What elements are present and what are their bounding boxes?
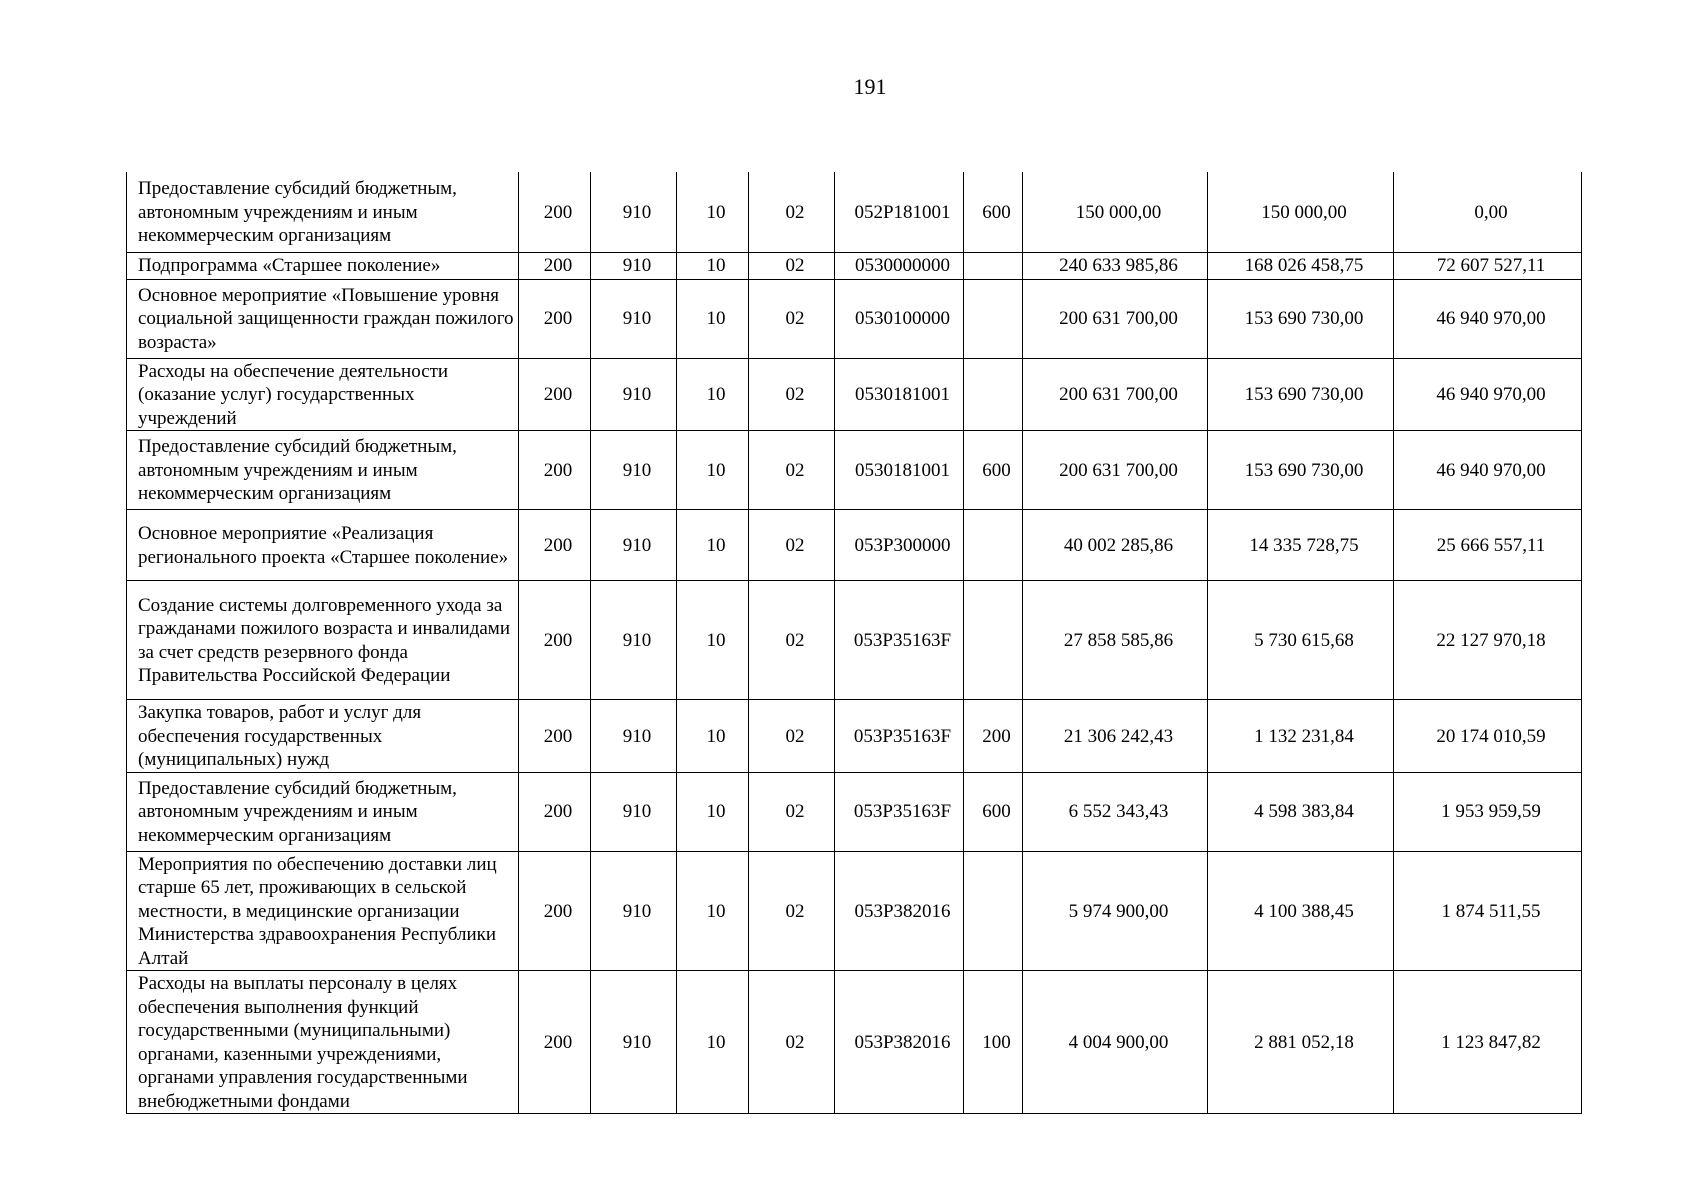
col1-cell: 200: [519, 279, 591, 358]
amount1-cell: 150 000,00: [1023, 172, 1208, 252]
col3-cell: 10: [677, 851, 749, 971]
col2-cell: 910: [591, 279, 677, 358]
amount1-cell: 4 004 900,00: [1023, 971, 1208, 1114]
col2-cell: 910: [591, 700, 677, 773]
col3-cell: 10: [677, 279, 749, 358]
vr-cell: [964, 279, 1023, 358]
table-row: [127, 581, 1582, 700]
col3-cell: 10: [677, 358, 749, 431]
row-name: Расходы на выплаты персоналу в целях обеспечения выполнения функций государственными (муниципальными) органами, казенными учреждениями, органами управления государственными внебюджетными фондами: [127, 971, 519, 1114]
col3-cell: 10: [677, 581, 749, 700]
table-row: [127, 252, 1582, 279]
amount3-cell: 22 127 970,18: [1394, 581, 1582, 700]
amount1-cell: 21 306 242,43: [1023, 700, 1208, 773]
col4-cell: 02: [749, 252, 835, 279]
vr-cell: [964, 851, 1023, 971]
col2-cell: 910: [591, 851, 677, 971]
amount2-cell: 168 026 458,75: [1208, 252, 1394, 279]
row-name: Расходы на обеспечение деятельности (оказание услуг) государственных учреждений: [127, 358, 519, 431]
vr-cell: [964, 358, 1023, 431]
col4-cell: 02: [749, 431, 835, 510]
col4-cell: 02: [749, 772, 835, 851]
col3-cell: 10: [677, 772, 749, 851]
amount3-cell: 72 607 527,11: [1394, 252, 1582, 279]
col4-cell: 02: [749, 700, 835, 773]
csr-cell: 052P181001: [835, 172, 964, 252]
table-row: [127, 971, 1582, 1114]
amount2-cell: 150 000,00: [1208, 172, 1394, 252]
amount2-cell: 153 690 730,00: [1208, 279, 1394, 358]
row-name: Подпрограмма «Старшее поколение»: [127, 252, 519, 279]
amount3-cell: 20 174 010,59: [1394, 700, 1582, 773]
col4-cell: 02: [749, 279, 835, 358]
amount3-cell: 0,00: [1394, 172, 1582, 252]
table-row: [127, 700, 1582, 773]
table-row: [127, 772, 1582, 851]
col3-cell: 10: [677, 700, 749, 773]
amount2-cell: 14 335 728,75: [1208, 510, 1394, 581]
vr-cell: 200: [964, 700, 1023, 773]
amount3-cell: 46 940 970,00: [1394, 279, 1582, 358]
csr-cell: 0530181001: [835, 358, 964, 431]
col3-cell: 10: [677, 172, 749, 252]
row-name: Создание системы долговременного ухода за гражданами пожилого возраста и инвалидами за счет средств резервного фонда Правительства Российской Федерации: [127, 581, 519, 700]
amount3-cell: 46 940 970,00: [1394, 358, 1582, 431]
col2-cell: 910: [591, 172, 677, 252]
csr-cell: 053P382016: [835, 971, 964, 1114]
table-row: [127, 279, 1582, 358]
col1-cell: 200: [519, 700, 591, 773]
col2-cell: 910: [591, 772, 677, 851]
amount1-cell: 5 974 900,00: [1023, 851, 1208, 971]
table-row: [127, 172, 1582, 252]
col1-cell: 200: [519, 772, 591, 851]
amount1-cell: 40 002 285,86: [1023, 510, 1208, 581]
col4-cell: 02: [749, 581, 835, 700]
amount1-cell: 6 552 343,43: [1023, 772, 1208, 851]
col4-cell: 02: [749, 510, 835, 581]
csr-cell: 053P300000: [835, 510, 964, 581]
row-name: Предоставление субсидий бюджетным, автономным учреждениям и иным некоммерческим организациям: [127, 172, 519, 252]
col3-cell: 10: [677, 431, 749, 510]
col4-cell: 02: [749, 358, 835, 431]
amount1-cell: 27 858 585,86: [1023, 581, 1208, 700]
row-name: Основное мероприятие «Повышение уровня социальной защищенности граждан пожилого возраста»: [127, 279, 519, 358]
row-name: Мероприятия по обеспечению доставки лиц старше 65 лет, проживающих в сельской местности, в медицинские организации Министерства здравоохранения Республики Алтай: [127, 851, 519, 971]
csr-cell: 053P382016: [835, 851, 964, 971]
amount2-cell: 153 690 730,00: [1208, 358, 1394, 431]
row-name: Основное мероприятие «Реализация регионального проекта «Старшее поколение»: [127, 510, 519, 581]
col3-cell: 10: [677, 510, 749, 581]
amount2-cell: 4 598 383,84: [1208, 772, 1394, 851]
csr-cell: 053P35163F: [835, 700, 964, 773]
page-number: 191: [853, 74, 887, 99]
col2-cell: 910: [591, 431, 677, 510]
amount1-cell: 200 631 700,00: [1023, 279, 1208, 358]
vr-cell: 600: [964, 431, 1023, 510]
amount3-cell: 1 874 511,55: [1394, 851, 1582, 971]
col3-cell: 10: [677, 252, 749, 279]
table-body: [127, 172, 1582, 1114]
amount2-cell: 153 690 730,00: [1208, 431, 1394, 510]
amount1-cell: 200 631 700,00: [1023, 431, 1208, 510]
table-row: [127, 358, 1582, 431]
vr-cell: 600: [964, 172, 1023, 252]
amount3-cell: 46 940 970,00: [1394, 431, 1582, 510]
amount2-cell: 4 100 388,45: [1208, 851, 1394, 971]
col4-cell: 02: [749, 971, 835, 1114]
col4-cell: 02: [749, 172, 835, 252]
budget-table: [126, 172, 1582, 1114]
csr-cell: 053P35163F: [835, 581, 964, 700]
row-name: Предоставление субсидий бюджетным, автономным учреждениям и иным некоммерческим организациям: [127, 431, 519, 510]
col1-cell: 200: [519, 510, 591, 581]
col1-cell: 200: [519, 252, 591, 279]
col3-cell: 10: [677, 971, 749, 1114]
vr-cell: 100: [964, 971, 1023, 1114]
table-row: [127, 431, 1582, 510]
csr-cell: 0530100000: [835, 279, 964, 358]
col1-cell: 200: [519, 172, 591, 252]
amount1-cell: 200 631 700,00: [1023, 358, 1208, 431]
col1-cell: 200: [519, 971, 591, 1114]
row-name: Закупка товаров, работ и услуг для обеспечения государственных (муниципальных) нужд: [127, 700, 519, 773]
csr-cell: 053P35163F: [835, 772, 964, 851]
amount2-cell: 5 730 615,68: [1208, 581, 1394, 700]
col4-cell: 02: [749, 851, 835, 971]
amount2-cell: 1 132 231,84: [1208, 700, 1394, 773]
amount3-cell: 25 666 557,11: [1394, 510, 1582, 581]
vr-cell: [964, 252, 1023, 279]
col2-cell: 910: [591, 581, 677, 700]
col2-cell: 910: [591, 358, 677, 431]
col1-cell: 200: [519, 358, 591, 431]
vr-cell: [964, 581, 1023, 700]
vr-cell: [964, 510, 1023, 581]
row-name: Предоставление субсидий бюджетным, автономным учреждениям и иным некоммерческим организациям: [127, 772, 519, 851]
csr-cell: 0530181001: [835, 431, 964, 510]
amount3-cell: 1 123 847,82: [1394, 971, 1582, 1114]
col1-cell: 200: [519, 851, 591, 971]
csr-cell: 0530000000: [835, 252, 964, 279]
amount3-cell: 1 953 959,59: [1394, 772, 1582, 851]
vr-cell: 600: [964, 772, 1023, 851]
table-row: [127, 851, 1582, 971]
table-row: [127, 510, 1582, 581]
col1-cell: 200: [519, 581, 591, 700]
amount1-cell: 240 633 985,86: [1023, 252, 1208, 279]
col2-cell: 910: [591, 510, 677, 581]
col2-cell: 910: [591, 252, 677, 279]
col1-cell: 200: [519, 431, 591, 510]
col2-cell: 910: [591, 971, 677, 1114]
amount2-cell: 2 881 052,18: [1208, 971, 1394, 1114]
